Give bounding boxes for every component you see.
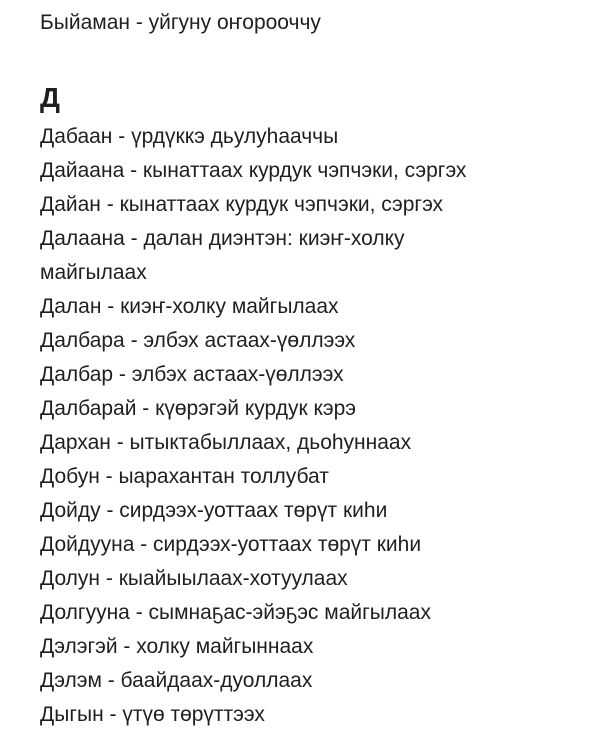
entry: Дархан - ытыктабыллаах, дьоһуннаах [40, 431, 412, 454]
entry: Далаана - далан диэнтэн: киэҥ-холку [40, 227, 405, 250]
entry: Дойдууна - сирдээх-уоттаах төрүт киһи [40, 533, 422, 556]
entry: Дайаана - кынаттаах курдук чэпчэки, сэргэх [40, 159, 467, 182]
entry: Далбара - элбэх астаах-үөллээх [40, 329, 356, 352]
entry: Добун - ыарахантан толлубат [40, 465, 329, 488]
entry: Долун - кыайыылаах-хотуулаах [40, 567, 348, 590]
entry-byiaman: Быйаман - уйгуну оҥорооччу [40, 11, 321, 34]
entry: Долгууна - сымнаҕас-эйэҕэс майгылаах [40, 601, 431, 624]
entry: Дайан - кынаттаах курдук чэпчэки, сэргэх [40, 193, 444, 216]
entry: Далбар - элбэх астаах-үөллээх [40, 363, 344, 386]
entry: Дабаан - үрдүккэ дьулуһааччы [40, 125, 339, 148]
entry-continuation: майгылаах [40, 261, 147, 284]
entry: Дыгын - үтүө төрүттээх [40, 703, 265, 726]
section-heading-d: Д [40, 82, 60, 113]
entry: Далбарай - күөрэгэй курдук кэрэ [40, 397, 357, 420]
entry: Дойду - сирдээх-уоттаах төрүт киһи [40, 499, 388, 522]
entry: Дэлэм - баайдаах-дуоллаах [40, 669, 313, 692]
entry: Дэлэгэй - холку майгыннаах [40, 635, 314, 658]
entry: Далан - киэҥ-холку майгылаах [40, 295, 339, 318]
